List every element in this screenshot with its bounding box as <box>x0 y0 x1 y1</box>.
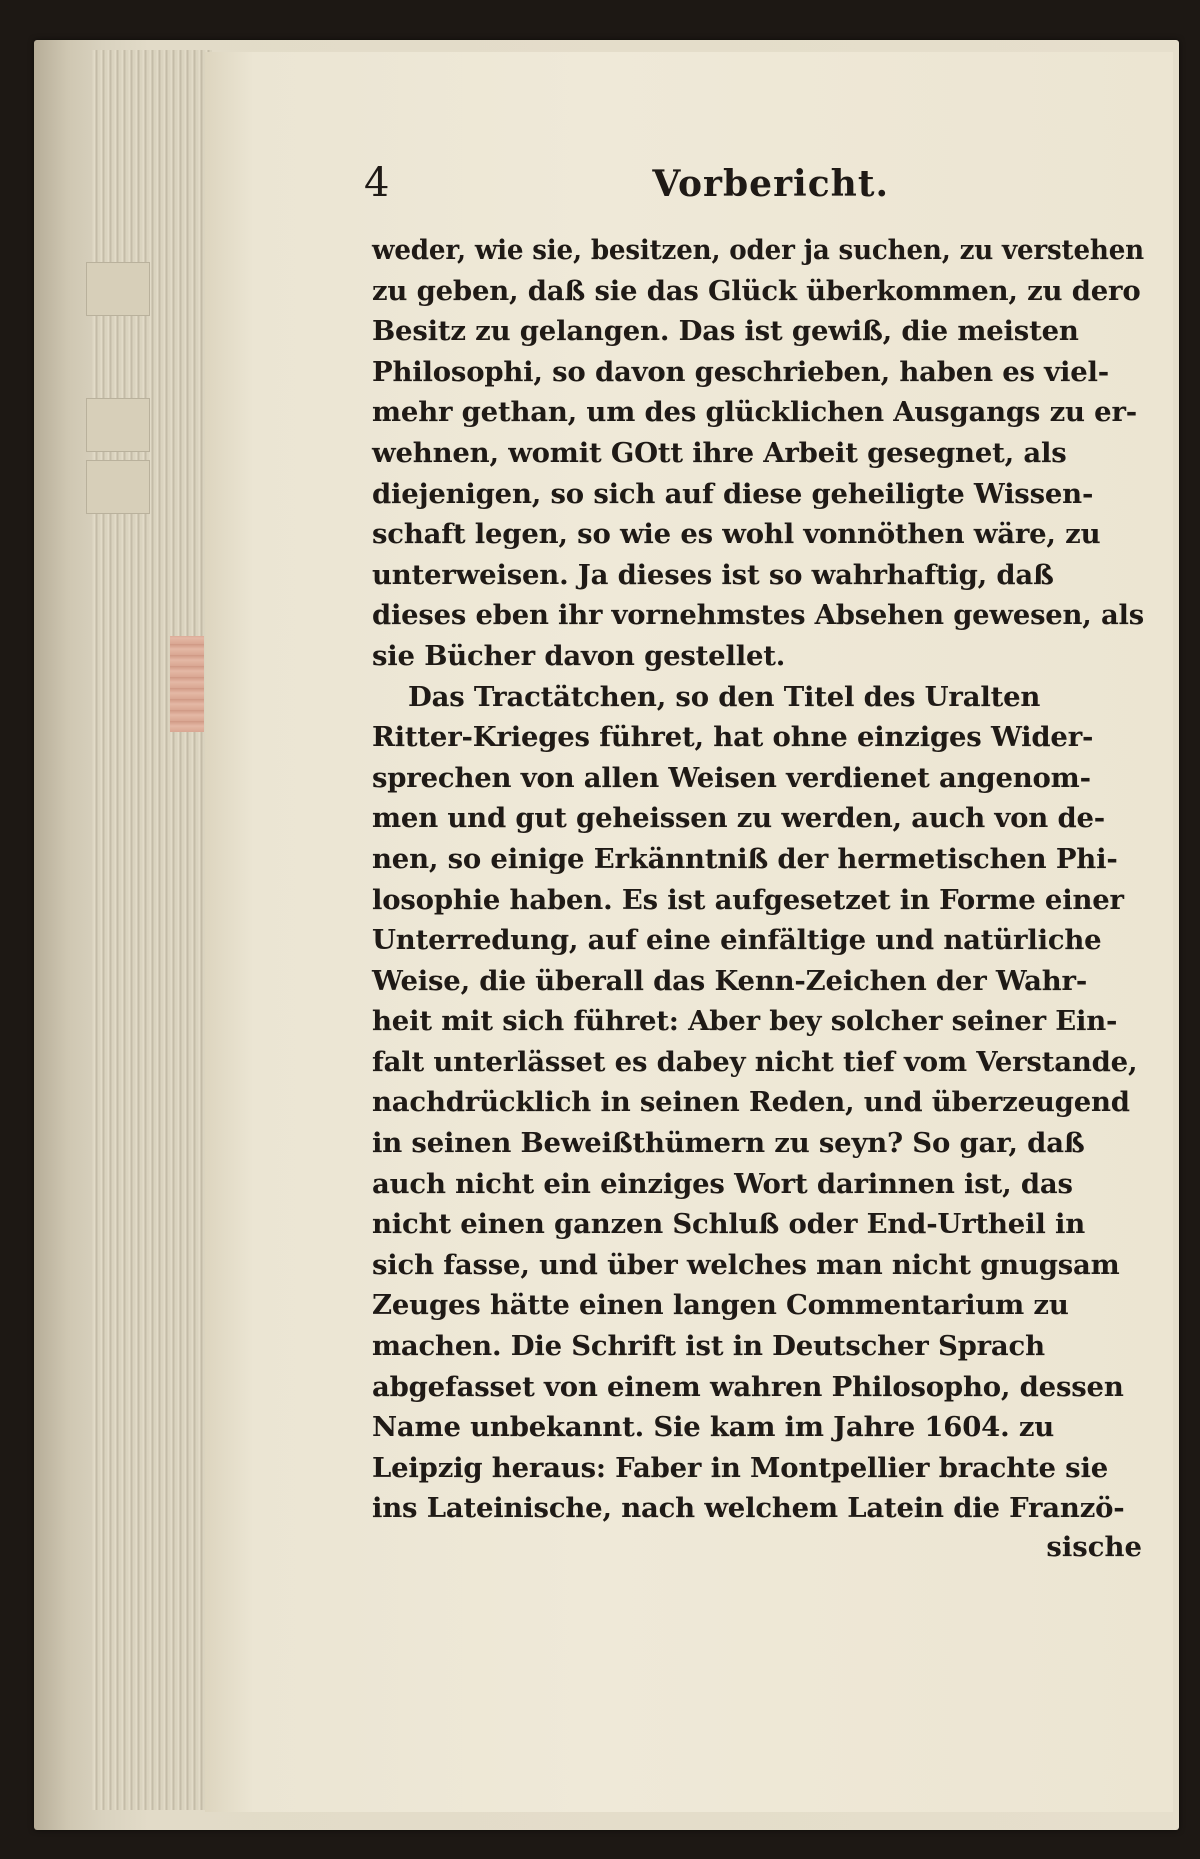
text-line: Besitz zu gelangen. Das ist gewiß, die meisten <box>372 315 1079 348</box>
text-line: mehr gethan, um des glücklichen Ausgangs zu er- <box>372 396 1137 429</box>
running-head: Vorbericht. <box>652 163 889 205</box>
bookmark-strip <box>170 636 204 732</box>
text-line: men und gut geheissen zu werden, auch von de- <box>372 802 1106 835</box>
text-line: abgefasset von einem wahren Philosopho, dessen <box>372 1370 1124 1403</box>
page-tab <box>86 262 150 316</box>
text-line: Unterredung, auf eine einfältige und natürliche <box>372 924 1102 957</box>
text-line: auch nicht ein einziges Wort darinnen ist, das <box>372 1167 1073 1200</box>
text-line: Leipzig heraus: Faber in Montpellier brachte sie <box>372 1451 1108 1484</box>
text-line: Philosophi, so davon geschrieben, haben es viel- <box>372 355 1109 388</box>
text-line: sich fasse, und über welches man nicht gnugsam <box>372 1248 1120 1281</box>
text-line: ins Lateinische, nach welchem Latein die Franzö- <box>372 1492 1125 1525</box>
text-line: zu geben, daß sie das Glück überkommen, zu dero <box>372 274 1141 307</box>
text-line: Ritter-Krieges führet, hat ohne einziges Wider- <box>372 721 1094 754</box>
page-header <box>364 160 1144 230</box>
page-tab <box>86 460 150 514</box>
text-line: Weise, die überall das Kenn-Zeichen der Wahr- <box>372 964 1088 997</box>
text-line: Zeuges hätte einen langen Commentarium zu <box>372 1289 1069 1322</box>
text-line: heit mit sich führet: Aber bey solcher seiner Ein- <box>372 1005 1118 1038</box>
page-tab <box>86 398 150 452</box>
text-line: sie Bücher davon gestellet. <box>372 639 786 672</box>
catchword: sische <box>1046 1531 1142 1563</box>
text-line: nicht einen ganzen Schluß oder End-Urtheil in <box>372 1208 1085 1241</box>
text-line: sprechen von allen Weisen verdienet angenom- <box>372 761 1091 794</box>
text-line: diejenigen, so sich auf diese geheiligte Wissen- <box>372 477 1094 510</box>
paragraph-start-line: Das Tractätchen, so den Titel des Uralten <box>408 680 1041 713</box>
body-text <box>372 230 1144 1529</box>
text-line: in seinen Beweißthümern zu seyn? So gar, daß <box>372 1127 1085 1160</box>
text-line: dieses eben ihr vornehmstes Absehen gewesen, als <box>372 599 1144 632</box>
text-line: weder, wie sie, besitzen, oder ja suchen, zu verstehen <box>372 234 1144 266</box>
text-line: wehnen, womit GOtt ihre Arbeit gesegnet, als <box>372 436 1067 469</box>
text-line: schaft legen, so wie es wohl vonnöthen wäre, zu <box>372 518 1101 551</box>
text-line: Name unbekannt. Sie kam im Jahre 1604. zu <box>372 1411 1055 1444</box>
text-line: machen. Die Schrift ist in Deutscher Sprach <box>372 1330 1045 1363</box>
text-line: losophie haben. Es ist aufgesetzet in Forme einer <box>372 883 1124 916</box>
text-line: nen, so einige Erkänntniß der hermetischen Phi- <box>372 842 1118 875</box>
text-line: nachdrücklich in seinen Reden, und überzeugend <box>372 1086 1130 1119</box>
page-number: 4 <box>364 160 390 206</box>
page-text <box>364 160 1144 1563</box>
text-line: unterweisen. Ja dieses ist so wahrhaftig, daß <box>372 558 1054 591</box>
text-line: falt unterlässet es dabey nicht tief vom Verstande, <box>372 1045 1138 1078</box>
